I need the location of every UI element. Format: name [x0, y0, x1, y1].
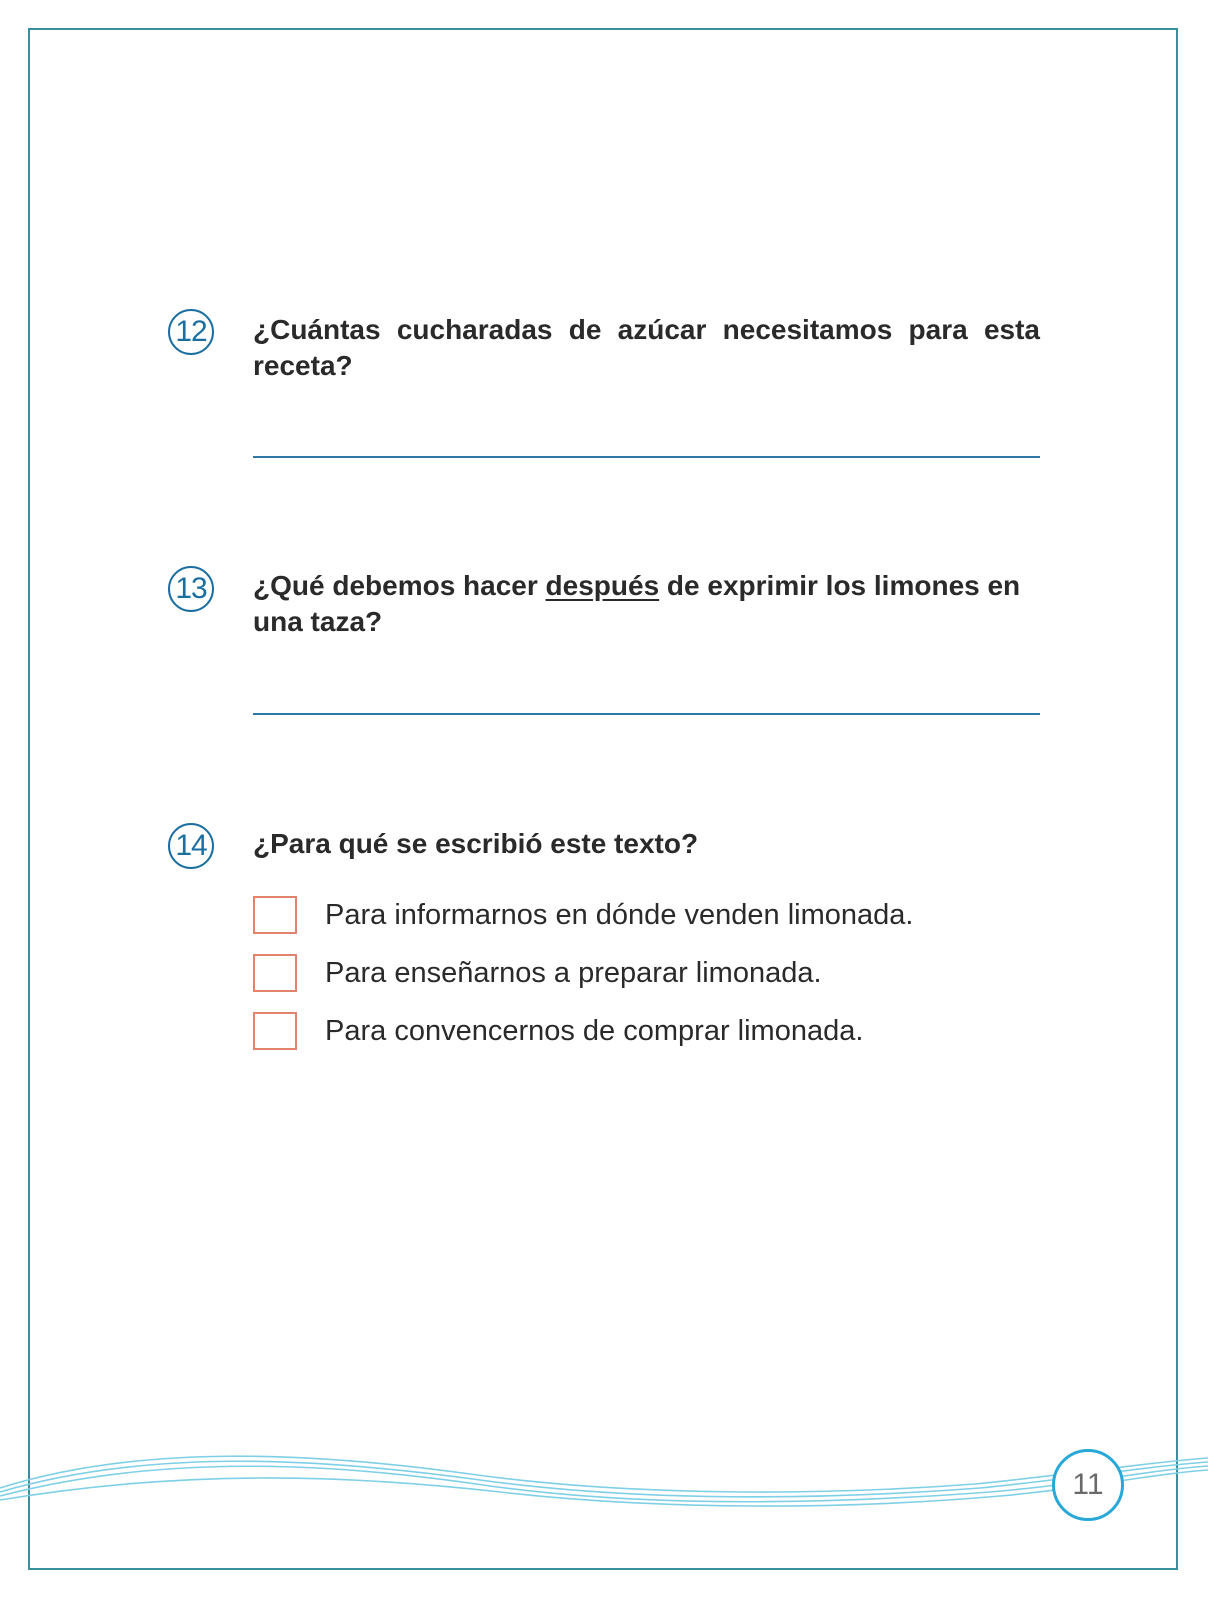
- page-border: [28, 28, 1178, 1570]
- option-1-label: Para informarnos en dónde venden limonada.: [325, 899, 914, 931]
- option-3-checkbox[interactable]: [253, 1012, 297, 1050]
- question-text-13-part-2: de exprimir los limones en una taza?: [253, 570, 1021, 637]
- option-1[interactable]: [253, 896, 1013, 938]
- question-text-12: ¿Cuántas cucharadas de azúcar necesitamos para esta receta?: [253, 314, 1040, 381]
- question-text-13: [253, 568, 1040, 640]
- decorative-waves: [0, 1440, 1208, 1530]
- question-text-13-underlined: después: [545, 570, 660, 601]
- answer-line-13[interactable]: [253, 713, 1040, 715]
- option-3-label: Para convencernos de comprar limonada.: [325, 1015, 864, 1047]
- question-number-14: 14: [168, 823, 214, 869]
- question-text-13-part-1: ¿Qué debemos hacer: [253, 570, 546, 601]
- question-number-13: 13: [168, 566, 214, 612]
- option-2-label: Para enseñarnos a preparar limonada.: [325, 957, 822, 989]
- option-3[interactable]: [253, 1012, 1013, 1054]
- question-text-14: ¿Para qué se escribió este texto?: [253, 828, 699, 859]
- option-2-checkbox[interactable]: [253, 954, 297, 992]
- question-number-12: 12: [168, 309, 214, 355]
- answer-line-12[interactable]: [253, 456, 1040, 458]
- option-2[interactable]: [253, 954, 1013, 996]
- option-1-checkbox[interactable]: [253, 896, 297, 934]
- page-number: 11: [1052, 1449, 1124, 1521]
